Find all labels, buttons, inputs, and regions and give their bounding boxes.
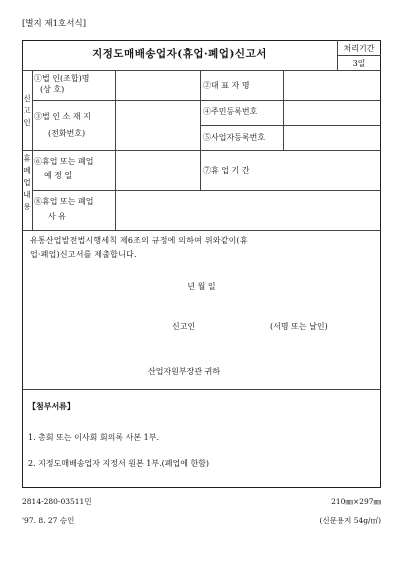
side-char: 폐 <box>23 166 31 175</box>
statement-line-1: 유통산업발전법시행세칙 제6조의 규정에 의하여 위와같이(휴 <box>30 236 248 245</box>
resident-no-label: ④주민등록번호 <box>203 107 258 116</box>
attachments-divider <box>22 389 381 390</box>
signature-label: (서명 또는 날인) <box>270 322 328 331</box>
side-char: 인 <box>23 118 31 127</box>
paper-size: 210㎜×297㎜ <box>331 497 381 506</box>
processing-divider-h <box>337 55 381 56</box>
side-char: 휴 <box>23 154 31 163</box>
planned-date-label: ⑥휴업 또는 폐업 <box>34 157 94 166</box>
approval-date: '97. 8. 27 승인 <box>22 516 75 525</box>
side-char: 고 <box>23 106 31 115</box>
rep-name-label: ②대 표 자 명 <box>203 81 250 90</box>
corp-name-label: ①법 인(조합)명 <box>34 74 90 83</box>
form-number: 2814-280-03511민 <box>22 497 92 506</box>
title-row-border <box>22 70 381 71</box>
form-title: 지정도매배송업자(휴업·폐업)신고서 <box>92 48 267 60</box>
processing-label: 처리기간 <box>343 44 375 53</box>
recipient-line: 산업자원부장관 귀하 <box>148 367 221 376</box>
phone-label: (전화번호) <box>48 129 86 138</box>
applicant-label: 신고인 <box>172 322 196 331</box>
statement-line-2: 업·폐업)신고서를 제출합니다. <box>30 250 137 259</box>
side-char: 신 <box>23 94 31 103</box>
date-line: 년 월 일 <box>187 282 216 291</box>
reason-label: ⑧휴업 또는 폐업 <box>34 197 94 206</box>
form-frame <box>22 40 381 488</box>
side-char: 용 <box>23 202 31 211</box>
corp-name-sublabel: (상 호) <box>40 85 65 94</box>
attachments-title: 【첨부서류】 <box>28 401 75 411</box>
address-label: ③법 인 소 재 지 <box>34 112 91 121</box>
section-divider <box>22 150 381 151</box>
planned-date-sublabel: 예 정 일 <box>44 171 73 180</box>
side-char: 내 <box>23 190 31 199</box>
processing-value: 3일 <box>352 59 366 68</box>
reason-sublabel: 사 유 <box>48 212 66 221</box>
form-tag: [별지 제1호서식] <box>22 19 87 29</box>
business-no-label: ⑤사업자등록번호 <box>203 133 266 142</box>
attachment-item: 2. 지정도매배송업자 지정서 원본 1부.(폐업에 한함) <box>28 459 210 468</box>
attachment-item: 1. 총회 또는 이사회 회의록 사본 1부. <box>28 433 159 442</box>
side-char: 업 <box>23 178 31 187</box>
section-divider <box>22 230 381 231</box>
closure-period-label: ⑦휴 업 기 간 <box>203 166 250 175</box>
paper-type: (신문용지 54g/㎡) <box>319 516 381 525</box>
